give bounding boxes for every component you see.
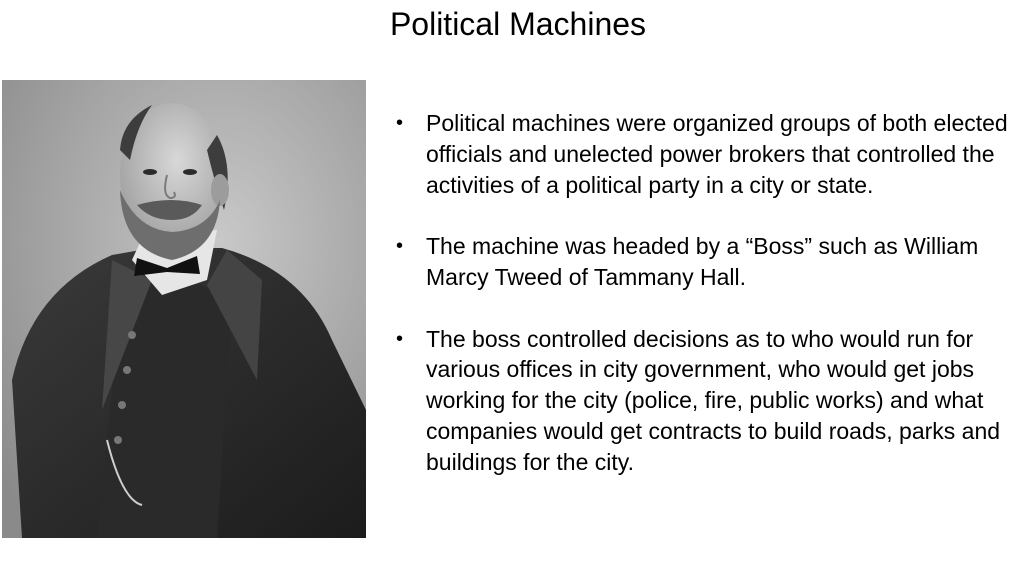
bullet-marker: •	[396, 327, 404, 350]
bullet-marker: •	[396, 112, 404, 134]
bullet-item	[396, 108, 1020, 200]
bullet-marker: •	[396, 235, 404, 258]
bullet-text: The machine was headed by a “Boss” such as William Marcy Tweed of Tammany Hall.	[426, 233, 979, 290]
bullet-text: The boss controlled decisions as to who would run for various offices in city government, who would get jobs working for the city (police, fire, public works) and what companies would get contracts to build roads, parks and buildings for the city.	[426, 325, 1001, 475]
portrait-photo	[2, 80, 366, 538]
bullet-item	[396, 231, 1020, 293]
bullet-list	[396, 108, 1020, 478]
bullet-text: Political machines were organized groups of both elected officials and unelected power brokers that controlled the activities of a political party in a city or state.	[426, 110, 1008, 198]
slide-title: Political Machines	[389, 6, 647, 42]
bullet-item	[396, 324, 1020, 478]
